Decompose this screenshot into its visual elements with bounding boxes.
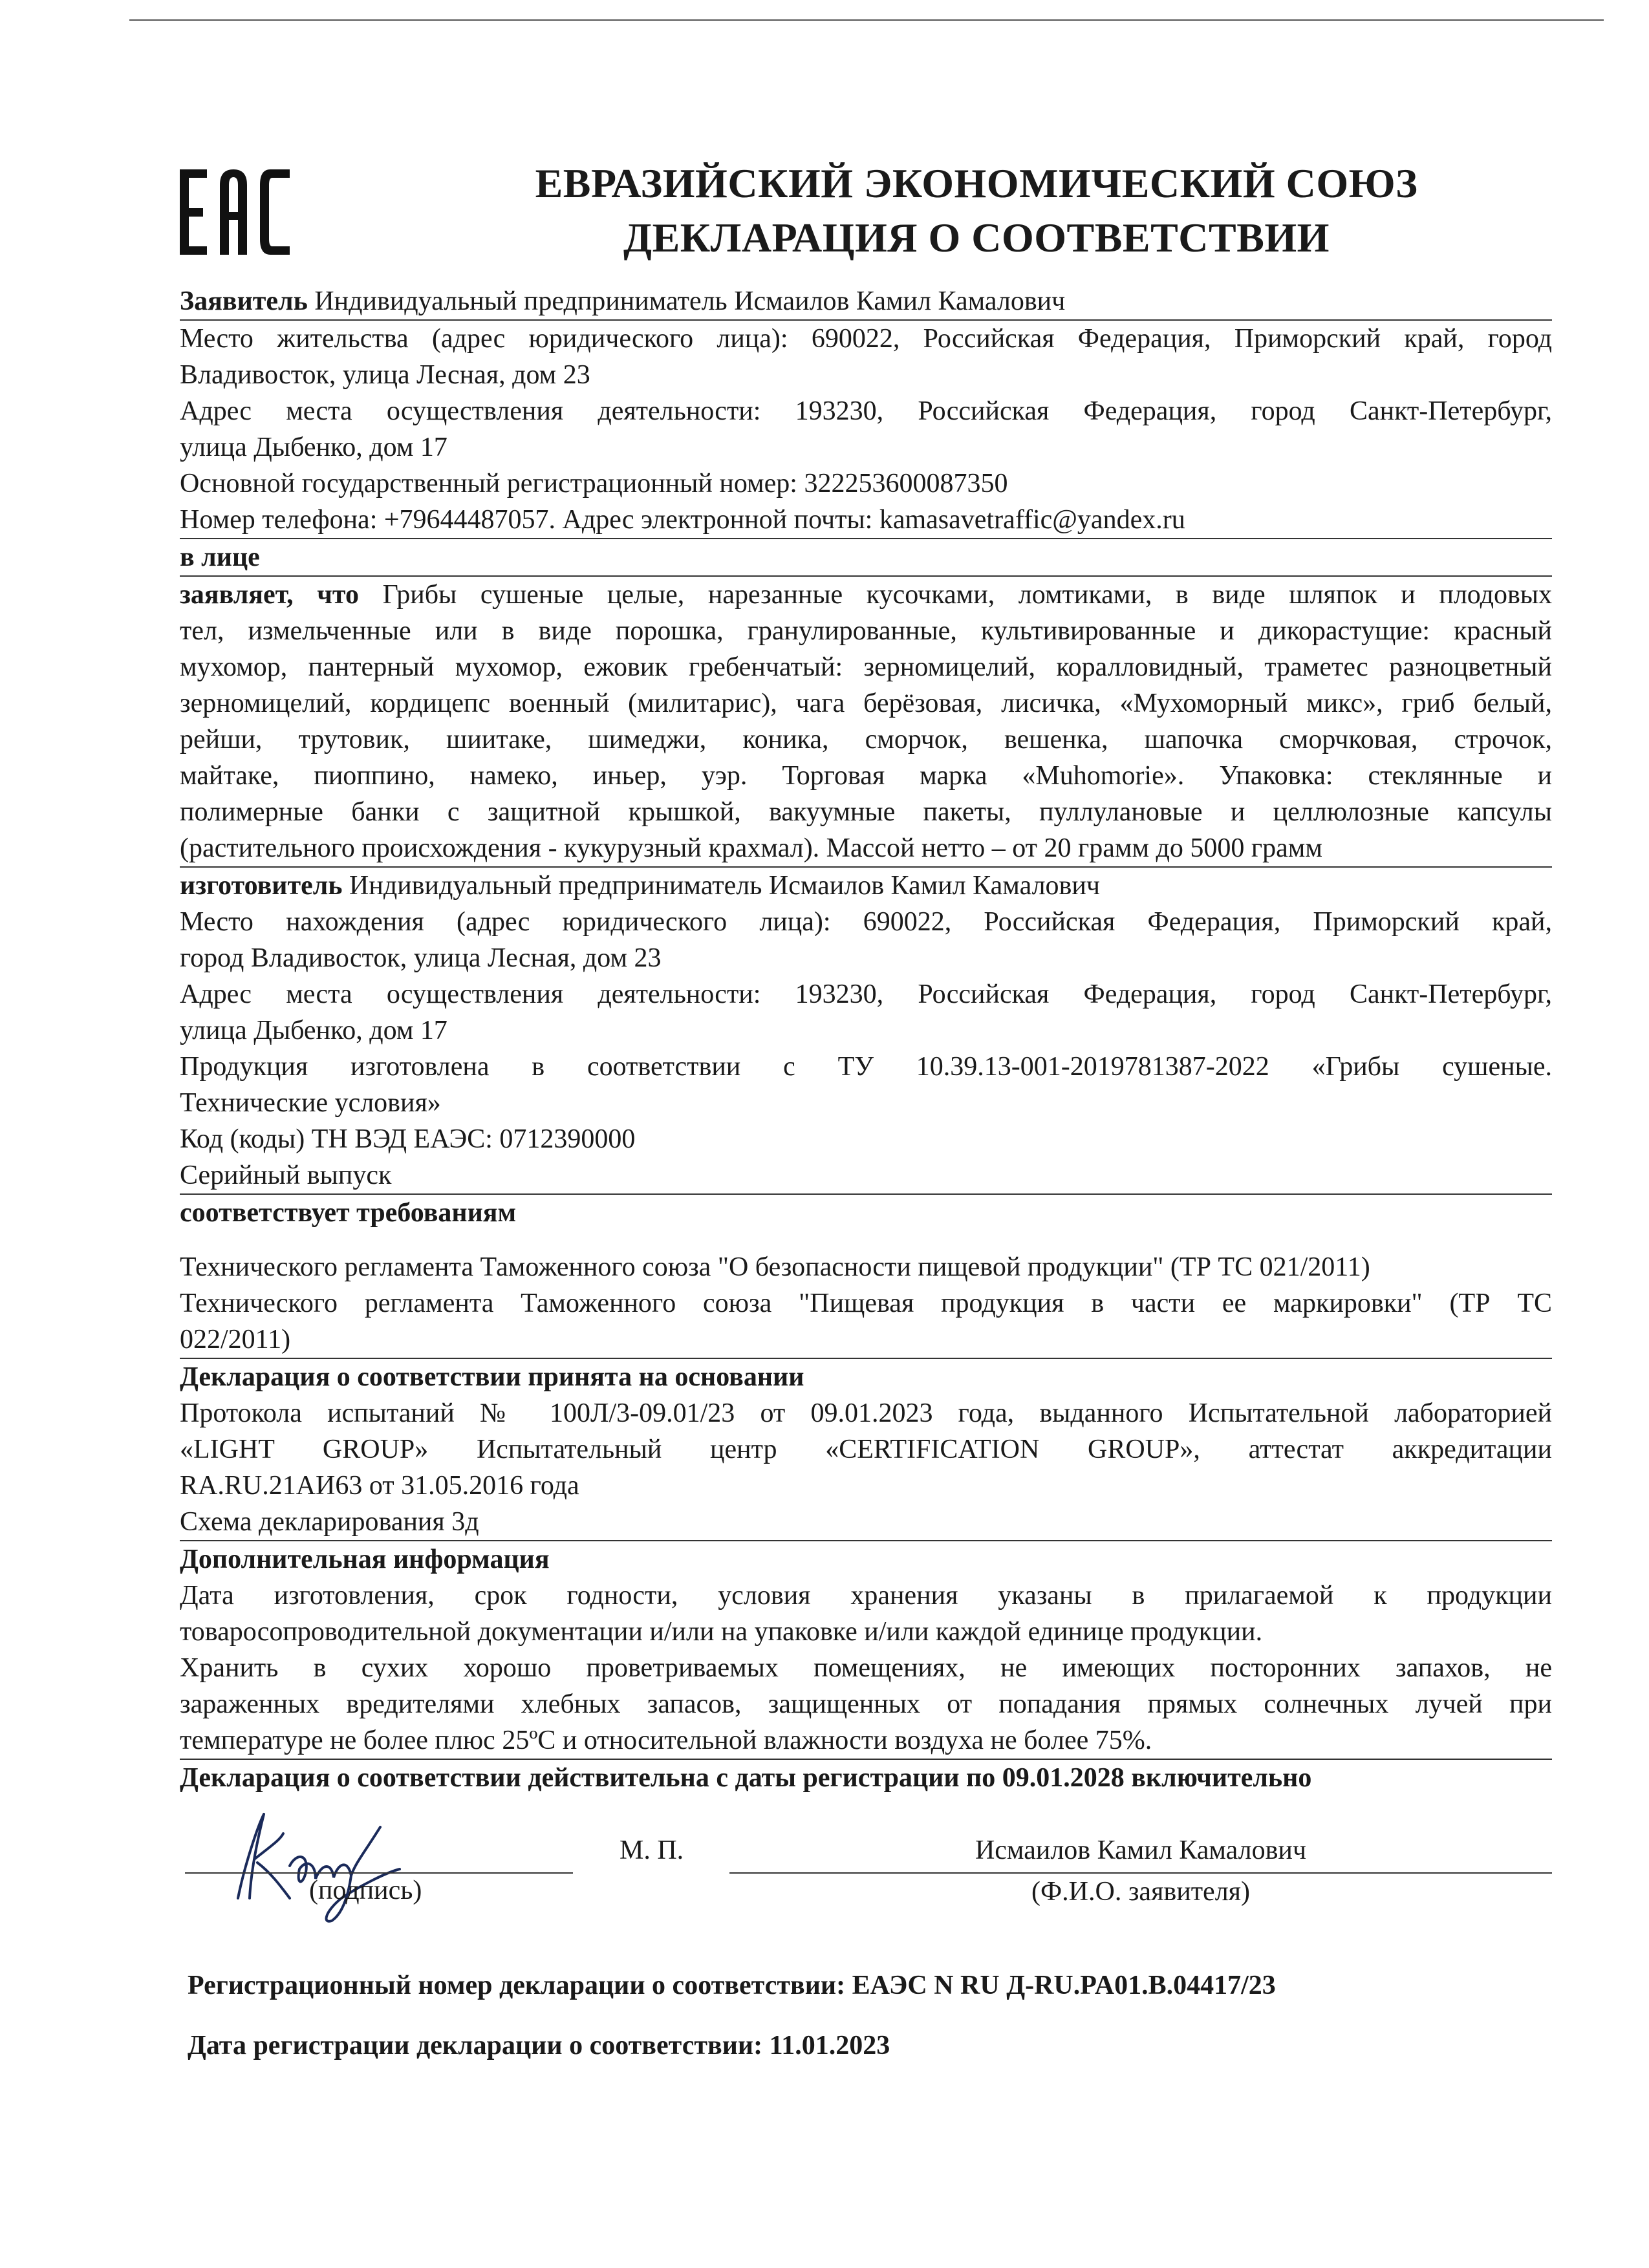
signature-line [185, 1872, 573, 1874]
declares-line-6: майтаке, пиоппино, намеко, иньер, уэр. Торговая марка «Muhomorie». Упаковка: стеклянные и [180, 761, 1552, 791]
declares-line-2: тел, измельченные или в виде порошка, гранулированные, культивированные и дикорастущие: красный [180, 616, 1552, 646]
applicant-activity-1: Адрес места осуществления деятельности: 193230, Российская Федерация, город Санкт-Петербург, [180, 396, 1552, 426]
declares-text-1: Грибы сушеные целые, нарезанные кусочками, ломтиками, в виде шляпок и плодовых [382, 580, 1553, 610]
manufacturer-tu-1: Продукция изготовлена в соответствии с ТУ 10.39.13-001-2019781387-2022 «Грибы сушеные. [180, 1052, 1552, 1082]
applicant-residence-1: Место жительства (адрес юридического лица): 690022, Российская Федерация, Приморский край, город [180, 324, 1552, 354]
manufacturer-label: изготовитель [180, 871, 343, 901]
applicant-name: Индивидуальный предприниматель Исмаилов Камил Камалович [314, 286, 1066, 316]
basis-line-1: Протокола испытаний № 100Л/3-09.01/23 от 09.01.2023 года, выданного Испытательной лабораторией [180, 1398, 1552, 1428]
additional-line-5: температуре не более плюс 25ºС и относительной влажности воздуха не более 75%. [180, 1722, 1552, 1760]
manufacturer-row [180, 868, 1552, 904]
applicant-contacts: Номер телефона: +79644487057. Адрес электронной почты: kamasavetraffic@yandex.ru [180, 502, 1552, 539]
additional-line-2: товаросопроводительной документации и/или на упаковке и/или каждой единице продукции. [180, 1617, 1263, 1647]
signature-caption: (подпись) [309, 1876, 422, 1905]
manufacturer-name: Индивидуальный предприниматель Исмаилов Камил Камалович [349, 871, 1100, 901]
document-header [362, 156, 1591, 265]
manufacturer-serial: Серийный выпуск [180, 1157, 1552, 1195]
compliance-reg-2a: Технического регламента Таможенного союза "Пищевая продукция в части ее маркировки" (ТР ТС [180, 1289, 1552, 1318]
manufacturer-location-1: Место нахождения (адрес юридического лица): 690022, Российская Федерация, Приморский край, [180, 907, 1552, 937]
registration-date: Дата регистрации декларации о соответствии: 11.01.2023 [188, 2031, 890, 2060]
validity-text: Декларация о соответствии действительна с даты регистрации по 09.01.2028 включительно [180, 1763, 1312, 1793]
manufacturer-activity-1: Адрес места осуществления деятельности: 193230, Российская Федерация, город Санкт-Петербург, [180, 979, 1552, 1009]
manufacturer-activity-2: улица Дыбенко, дом 17 [180, 1016, 447, 1045]
stamp-place-label: М. П. [620, 1835, 684, 1865]
top-rule [129, 19, 1604, 21]
compliance-reg-1: Технического регламента Таможенного союза "О безопасности пищевой продукции" (ТР ТС 021/2011) [180, 1252, 1370, 1282]
declares-line-7: полимерные банки с защитной крышкой, вакуумные пакеты, пуллулановые и целлюлозные капсулы [180, 797, 1552, 827]
basis-scheme: Схема декларирования 3д [180, 1504, 1552, 1541]
manufacturer-location-2: город Владивосток, улица Лесная, дом 23 [180, 943, 662, 973]
declares-line-5: рейши, трутовик, шиитаке, шимеджи, коника, сморчок, вешенка, шапочка сморчковая, строчок, [180, 725, 1552, 754]
signatory-name-caption: (Ф.И.О. заявителя) [1031, 1877, 1250, 1907]
compliance-reg-2b: 022/2011) [180, 1321, 1552, 1359]
compliance-label: соответствует требованиям [180, 1198, 517, 1228]
applicant-row [180, 283, 1552, 321]
applicant-ogrn: Основной государственный регистрационный номер: 322253600087350 [180, 469, 1008, 498]
additional-line-1: Дата изготовления, срок годности, условия хранения указаны в прилагаемой к продукции [180, 1581, 1552, 1610]
declares-line-3: мухомор, пантерный мухомор, ежовик гребенчатый: зерномицелий, коралловидный, траметес разноцветный [180, 652, 1552, 682]
eac-logo [180, 169, 290, 255]
basis-line-3: RA.RU.21АИ63 от 31.05.2016 года [180, 1471, 579, 1501]
signature-block [180, 1801, 1552, 1918]
additional-line-4: зараженных вредителями хлебных запасов, защищенных от попадания прямых солнечных лучей при [180, 1689, 1552, 1719]
registration-number: Регистрационный номер декларации о соответствии: ЕАЭС N RU Д-RU.PA01.B.04417/23 [188, 1971, 1276, 2000]
manufacturer-hs-code: Код (коды) ТН ВЭД ЕАЭС: 0712390000 [180, 1124, 636, 1154]
declares-line-1 [180, 577, 1552, 613]
basis-label: Декларация о соответствии принята на основании [180, 1362, 804, 1392]
applicant-activity-2: улица Дыбенко, дом 17 [180, 433, 447, 462]
signatory-name-line [729, 1872, 1552, 1874]
signatory-name: Исмаилов Камил Камалович [975, 1835, 1307, 1865]
manufacturer-tu-2: Технические условия» [180, 1088, 441, 1118]
in-person-label: в лице [180, 539, 1552, 577]
declares-line-4: зерномицелий, кордицепс военный (милитарис), чага берёзовая, лисичка, «Мухоморный микс», гриб белый, [180, 689, 1552, 718]
additional-line-3: Хранить в сухих хорошо проветриваемых помещениях, не имеющих посторонних запахов, не [180, 1653, 1552, 1683]
declaration-title: ДЕКЛАРАЦИЯ О СООТВЕТСТВИИ [623, 215, 1330, 261]
additional-label: Дополнительная информация [180, 1545, 550, 1574]
declares-line-8: (растительного происхождения - кукурузный крахмал). Массой нетто – от 20 грамм до 5000 грамм [180, 830, 1552, 868]
declares-label: заявляет, что [180, 580, 359, 610]
declaration-body [180, 283, 1552, 1796]
applicant-residence-2: Владивосток, улица Лесная, дом 23 [180, 360, 590, 390]
union-title: ЕВРАЗИЙСКИЙ ЭКОНОМИЧЕСКИЙ СОЮЗ [535, 160, 1418, 206]
basis-line-2: «LIGHT GROUP» Испытательный центр «CERTIFICATION GROUP», аттестат аккредитации [180, 1435, 1552, 1464]
applicant-label: Заявитель [180, 286, 308, 316]
